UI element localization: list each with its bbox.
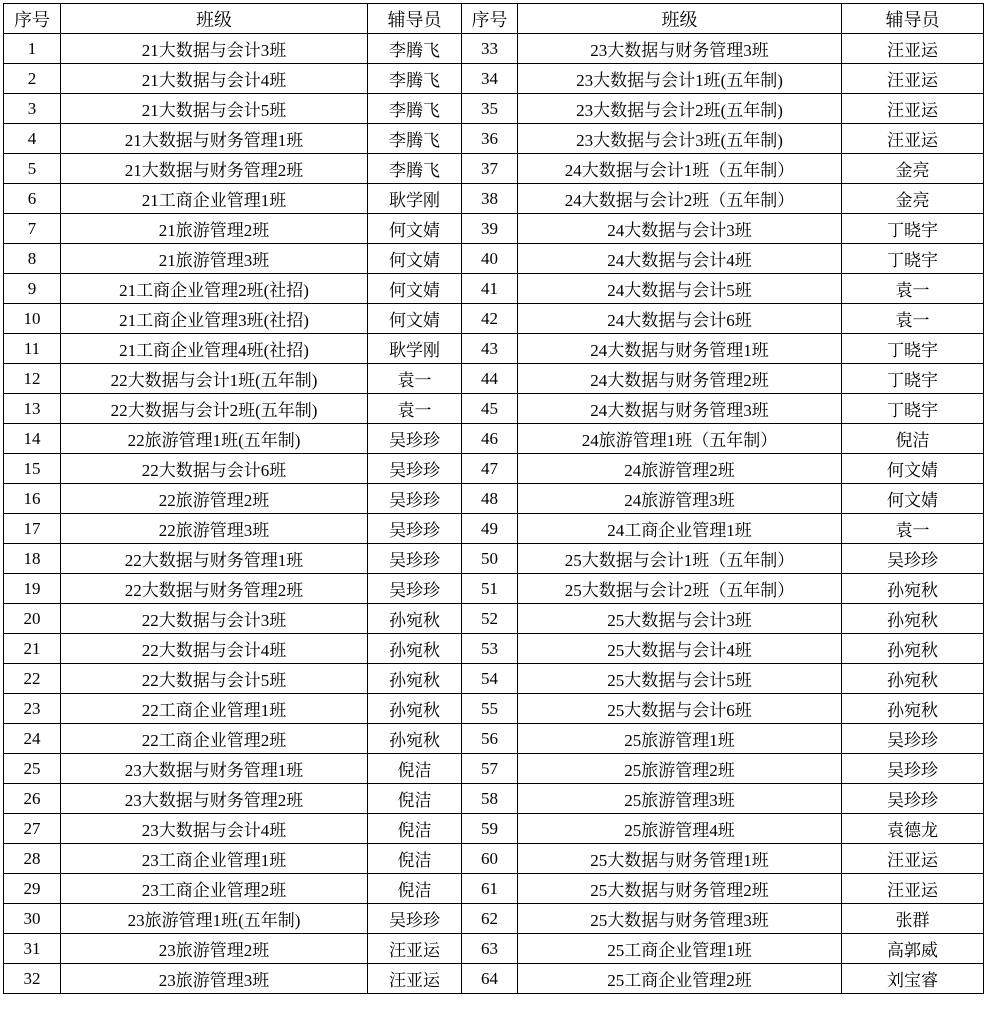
cell-index-left: 9 (4, 274, 61, 304)
cell-index-right: 59 (462, 814, 518, 844)
cell-index-left: 7 (4, 214, 61, 244)
cell-class-right: 25大数据与会计1班（五年制） (518, 544, 842, 574)
cell-index-right: 38 (462, 184, 518, 214)
cell-index-left: 11 (4, 334, 61, 364)
table-row (4, 154, 984, 184)
cell-class-left: 23旅游管理1班(五年制) (61, 904, 368, 934)
cell-counselor-left: 倪洁 (368, 754, 462, 784)
cell-index-right: 52 (462, 604, 518, 634)
cell-class-left: 21旅游管理3班 (61, 244, 368, 274)
cell-index-right: 40 (462, 244, 518, 274)
cell-class-right: 25旅游管理3班 (518, 784, 842, 814)
cell-index-left: 26 (4, 784, 61, 814)
cell-index-left: 32 (4, 964, 61, 994)
class-counselor-table (3, 3, 984, 994)
cell-counselor-left: 李腾飞 (368, 34, 462, 64)
cell-index-right: 62 (462, 904, 518, 934)
cell-index-left: 18 (4, 544, 61, 574)
cell-index-right: 55 (462, 694, 518, 724)
cell-index-left: 12 (4, 364, 61, 394)
cell-counselor-right: 丁晓宇 (842, 364, 984, 394)
cell-index-right: 34 (462, 64, 518, 94)
cell-counselor-right: 袁一 (842, 274, 984, 304)
cell-class-right: 25旅游管理1班 (518, 724, 842, 754)
cell-counselor-left: 吴珍珍 (368, 424, 462, 454)
table-row (4, 604, 984, 634)
cell-counselor-right: 孙宛秋 (842, 574, 984, 604)
cell-counselor-right: 金亮 (842, 184, 984, 214)
cell-index-right: 37 (462, 154, 518, 184)
cell-class-left: 22旅游管理2班 (61, 484, 368, 514)
cell-counselor-right: 金亮 (842, 154, 984, 184)
cell-class-right: 25旅游管理2班 (518, 754, 842, 784)
cell-counselor-left: 倪洁 (368, 844, 462, 874)
cell-class-right: 25大数据与会计5班 (518, 664, 842, 694)
cell-counselor-left: 吴珍珍 (368, 904, 462, 934)
cell-class-left: 22工商企业管理1班 (61, 694, 368, 724)
table-row (4, 724, 984, 754)
cell-index-left: 10 (4, 304, 61, 334)
cell-counselor-left: 汪亚运 (368, 934, 462, 964)
cell-index-left: 20 (4, 604, 61, 634)
cell-index-right: 63 (462, 934, 518, 964)
cell-class-right: 25大数据与会计6班 (518, 694, 842, 724)
table-row (4, 214, 984, 244)
table-row (4, 64, 984, 94)
cell-index-left: 19 (4, 574, 61, 604)
table-row (4, 454, 984, 484)
cell-index-right: 58 (462, 784, 518, 814)
cell-index-right: 51 (462, 574, 518, 604)
cell-counselor-left: 袁一 (368, 394, 462, 424)
cell-counselor-right: 孙宛秋 (842, 664, 984, 694)
cell-counselor-left: 倪洁 (368, 784, 462, 814)
cell-class-left: 22大数据与会计4班 (61, 634, 368, 664)
cell-counselor-left: 孙宛秋 (368, 604, 462, 634)
cell-index-right: 45 (462, 394, 518, 424)
cell-index-left: 31 (4, 934, 61, 964)
cell-index-left: 21 (4, 634, 61, 664)
cell-counselor-left: 李腾飞 (368, 154, 462, 184)
cell-class-right: 24旅游管理1班（五年制） (518, 424, 842, 454)
cell-index-left: 8 (4, 244, 61, 274)
table-row (4, 304, 984, 334)
cell-index-left: 13 (4, 394, 61, 424)
table-row (4, 844, 984, 874)
cell-class-right: 24大数据与财务管理2班 (518, 364, 842, 394)
cell-counselor-right: 丁晓宇 (842, 214, 984, 244)
cell-counselor-right: 倪洁 (842, 424, 984, 454)
table-row (4, 664, 984, 694)
header-class-right: 班级 (518, 4, 842, 34)
table-row (4, 694, 984, 724)
cell-index-right: 50 (462, 544, 518, 574)
cell-counselor-left: 李腾飞 (368, 94, 462, 124)
cell-counselor-right: 汪亚运 (842, 124, 984, 154)
table-row (4, 634, 984, 664)
header-class-left: 班级 (61, 4, 368, 34)
cell-index-left: 5 (4, 154, 61, 184)
cell-class-right: 24大数据与会计3班 (518, 214, 842, 244)
cell-counselor-right: 张群 (842, 904, 984, 934)
cell-counselor-right: 汪亚运 (842, 34, 984, 64)
cell-index-left: 15 (4, 454, 61, 484)
cell-index-left: 4 (4, 124, 61, 154)
cell-class-right: 24工商企业管理1班 (518, 514, 842, 544)
cell-counselor-right: 袁德龙 (842, 814, 984, 844)
cell-index-left: 29 (4, 874, 61, 904)
cell-counselor-right: 汪亚运 (842, 94, 984, 124)
cell-counselor-right: 吴珍珍 (842, 784, 984, 814)
cell-index-left: 27 (4, 814, 61, 844)
table-row (4, 904, 984, 934)
cell-counselor-left: 袁一 (368, 364, 462, 394)
cell-index-right: 33 (462, 34, 518, 64)
cell-class-left: 22旅游管理3班 (61, 514, 368, 544)
cell-class-left: 22大数据与会计5班 (61, 664, 368, 694)
cell-counselor-left: 何文婧 (368, 244, 462, 274)
cell-index-left: 23 (4, 694, 61, 724)
cell-index-right: 60 (462, 844, 518, 874)
cell-index-left: 6 (4, 184, 61, 214)
cell-counselor-right: 汪亚运 (842, 844, 984, 874)
cell-class-left: 22大数据与会计2班(五年制) (61, 394, 368, 424)
table-body (4, 34, 984, 994)
cell-index-left: 2 (4, 64, 61, 94)
cell-counselor-right: 汪亚运 (842, 64, 984, 94)
cell-index-right: 36 (462, 124, 518, 154)
cell-index-right: 48 (462, 484, 518, 514)
cell-class-left: 21大数据与财务管理1班 (61, 124, 368, 154)
table-row (4, 934, 984, 964)
table-row (4, 424, 984, 454)
cell-class-right: 23大数据与财务管理3班 (518, 34, 842, 64)
cell-counselor-left: 吴珍珍 (368, 514, 462, 544)
cell-class-right: 24大数据与会计6班 (518, 304, 842, 334)
table-row (4, 364, 984, 394)
cell-class-right: 23大数据与会计2班(五年制) (518, 94, 842, 124)
cell-counselor-right: 丁晓宇 (842, 244, 984, 274)
cell-class-left: 21大数据与会计3班 (61, 34, 368, 64)
cell-index-right: 54 (462, 664, 518, 694)
cell-counselor-right: 何文婧 (842, 454, 984, 484)
cell-index-right: 53 (462, 634, 518, 664)
cell-index-right: 64 (462, 964, 518, 994)
cell-class-left: 21工商企业管理2班(社招) (61, 274, 368, 304)
cell-class-right: 24大数据与会计5班 (518, 274, 842, 304)
cell-class-left: 21大数据与财务管理2班 (61, 154, 368, 184)
table-row (4, 334, 984, 364)
cell-class-right: 25大数据与会计4班 (518, 634, 842, 664)
cell-index-right: 35 (462, 94, 518, 124)
cell-counselor-left: 孙宛秋 (368, 724, 462, 754)
cell-counselor-right: 吴珍珍 (842, 724, 984, 754)
cell-index-right: 57 (462, 754, 518, 784)
header-counselor-right: 辅导员 (842, 4, 984, 34)
cell-class-left: 23旅游管理3班 (61, 964, 368, 994)
cell-index-right: 61 (462, 874, 518, 904)
table-row (4, 754, 984, 784)
cell-class-left: 23大数据与财务管理2班 (61, 784, 368, 814)
table-row (4, 874, 984, 904)
cell-class-right: 25大数据与财务管理2班 (518, 874, 842, 904)
table-row (4, 184, 984, 214)
cell-class-right: 25大数据与财务管理1班 (518, 844, 842, 874)
cell-index-left: 25 (4, 754, 61, 784)
table-row (4, 784, 984, 814)
table-row (4, 484, 984, 514)
cell-class-left: 22大数据与会计6班 (61, 454, 368, 484)
cell-index-left: 30 (4, 904, 61, 934)
cell-class-right: 25旅游管理4班 (518, 814, 842, 844)
cell-counselor-left: 何文婧 (368, 214, 462, 244)
cell-counselor-right: 汪亚运 (842, 874, 984, 904)
table-row (4, 394, 984, 424)
cell-index-left: 24 (4, 724, 61, 754)
cell-class-left: 22大数据与会计3班 (61, 604, 368, 634)
cell-counselor-right: 吴珍珍 (842, 754, 984, 784)
cell-index-left: 1 (4, 34, 61, 64)
cell-class-left: 22工商企业管理2班 (61, 724, 368, 754)
cell-class-right: 23大数据与会计3班(五年制) (518, 124, 842, 154)
cell-index-right: 44 (462, 364, 518, 394)
cell-counselor-left: 孙宛秋 (368, 634, 462, 664)
header-index-left: 序号 (4, 4, 61, 34)
cell-counselor-right: 刘宝睿 (842, 964, 984, 994)
cell-class-left: 22大数据与财务管理2班 (61, 574, 368, 604)
cell-counselor-right: 丁晓宇 (842, 334, 984, 364)
cell-class-right: 24大数据与会计4班 (518, 244, 842, 274)
cell-counselor-left: 吴珍珍 (368, 484, 462, 514)
cell-class-right: 25工商企业管理1班 (518, 934, 842, 964)
cell-class-left: 21大数据与会计4班 (61, 64, 368, 94)
table-row (4, 274, 984, 304)
table-row (4, 814, 984, 844)
cell-counselor-left: 李腾飞 (368, 124, 462, 154)
cell-index-left: 3 (4, 94, 61, 124)
cell-class-left: 22旅游管理1班(五年制) (61, 424, 368, 454)
cell-class-right: 25大数据与会计3班 (518, 604, 842, 634)
cell-class-left: 21旅游管理2班 (61, 214, 368, 244)
cell-class-right: 24大数据与财务管理1班 (518, 334, 842, 364)
cell-class-left: 23大数据与会计4班 (61, 814, 368, 844)
cell-class-left: 21大数据与会计5班 (61, 94, 368, 124)
cell-class-right: 25工商企业管理2班 (518, 964, 842, 994)
cell-counselor-left: 李腾飞 (368, 64, 462, 94)
cell-index-right: 46 (462, 424, 518, 454)
cell-counselor-left: 耿学刚 (368, 184, 462, 214)
header-counselor-left: 辅导员 (368, 4, 462, 34)
table-row (4, 514, 984, 544)
cell-counselor-left: 何文婧 (368, 274, 462, 304)
cell-counselor-left: 吴珍珍 (368, 454, 462, 484)
cell-class-right: 25大数据与会计2班（五年制） (518, 574, 842, 604)
cell-class-left: 21工商企业管理3班(社招) (61, 304, 368, 334)
cell-class-right: 25大数据与财务管理3班 (518, 904, 842, 934)
header-index-right: 序号 (462, 4, 518, 34)
cell-class-left: 23工商企业管理2班 (61, 874, 368, 904)
table-row (4, 544, 984, 574)
cell-counselor-right: 何文婧 (842, 484, 984, 514)
cell-index-left: 17 (4, 514, 61, 544)
cell-class-left: 23工商企业管理1班 (61, 844, 368, 874)
table-row (4, 124, 984, 154)
cell-counselor-right: 吴珍珍 (842, 544, 984, 574)
cell-class-left: 22大数据与财务管理1班 (61, 544, 368, 574)
cell-class-right: 24大数据与会计2班（五年制） (518, 184, 842, 214)
cell-counselor-right: 袁一 (842, 304, 984, 334)
header-row (4, 4, 984, 34)
cell-index-left: 22 (4, 664, 61, 694)
cell-class-right: 23大数据与会计1班(五年制) (518, 64, 842, 94)
table-row (4, 34, 984, 64)
cell-class-right: 24大数据与财务管理3班 (518, 394, 842, 424)
cell-index-left: 14 (4, 424, 61, 454)
cell-class-right: 24旅游管理2班 (518, 454, 842, 484)
cell-counselor-left: 倪洁 (368, 874, 462, 904)
cell-counselor-right: 袁一 (842, 514, 984, 544)
cell-index-right: 42 (462, 304, 518, 334)
cell-index-right: 39 (462, 214, 518, 244)
cell-class-left: 22大数据与会计1班(五年制) (61, 364, 368, 394)
cell-counselor-left: 倪洁 (368, 814, 462, 844)
cell-class-left: 21工商企业管理4班(社招) (61, 334, 368, 364)
cell-counselor-left: 孙宛秋 (368, 664, 462, 694)
cell-index-left: 16 (4, 484, 61, 514)
cell-class-left: 23旅游管理2班 (61, 934, 368, 964)
cell-index-right: 56 (462, 724, 518, 754)
table-row (4, 94, 984, 124)
cell-index-right: 49 (462, 514, 518, 544)
cell-index-right: 43 (462, 334, 518, 364)
cell-counselor-right: 孙宛秋 (842, 634, 984, 664)
table-row (4, 244, 984, 274)
cell-index-right: 41 (462, 274, 518, 304)
cell-counselor-right: 孙宛秋 (842, 604, 984, 634)
cell-counselor-left: 吴珍珍 (368, 574, 462, 604)
cell-counselor-right: 高郭威 (842, 934, 984, 964)
cell-counselor-left: 吴珍珍 (368, 544, 462, 574)
cell-counselor-left: 何文婧 (368, 304, 462, 334)
table-row (4, 574, 984, 604)
cell-class-right: 24大数据与会计1班（五年制） (518, 154, 842, 184)
cell-counselor-right: 丁晓宇 (842, 394, 984, 424)
cell-counselor-left: 耿学刚 (368, 334, 462, 364)
cell-class-right: 24旅游管理3班 (518, 484, 842, 514)
cell-counselor-right: 孙宛秋 (842, 694, 984, 724)
cell-index-left: 28 (4, 844, 61, 874)
cell-index-right: 47 (462, 454, 518, 484)
cell-counselor-left: 汪亚运 (368, 964, 462, 994)
cell-counselor-left: 孙宛秋 (368, 694, 462, 724)
table-row (4, 964, 984, 994)
cell-class-left: 21工商企业管理1班 (61, 184, 368, 214)
cell-class-left: 23大数据与财务管理1班 (61, 754, 368, 784)
